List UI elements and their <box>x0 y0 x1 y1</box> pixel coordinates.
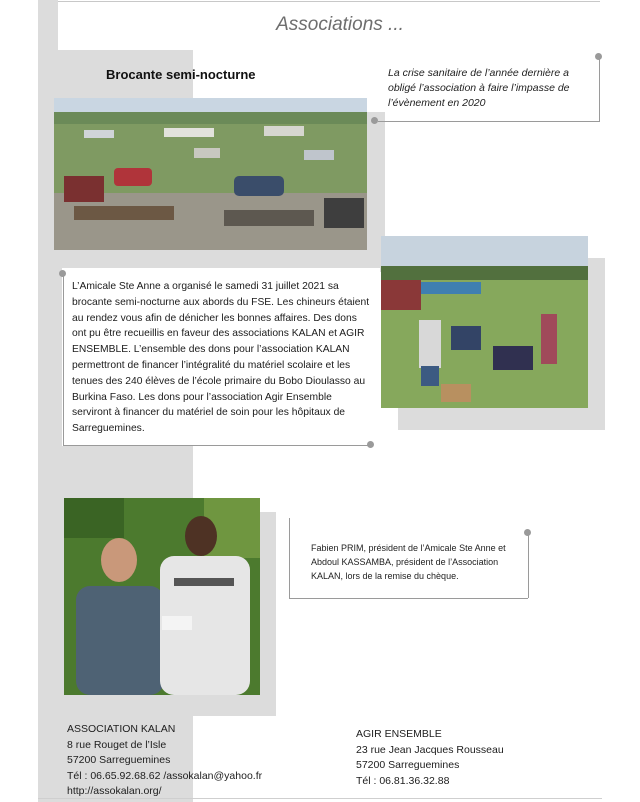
agir-phone: Tél : 06.81.36.32.88 <box>356 774 450 787</box>
footer-rule <box>38 798 602 799</box>
text-connector-bottom <box>63 445 371 446</box>
text-connector-dot-top <box>59 270 66 277</box>
caption-connector-right <box>528 534 529 598</box>
page-title: Associations ... <box>276 14 404 35</box>
text-connector-dot-right <box>367 441 374 448</box>
article-heading: Brocante semi-nocturne <box>106 67 256 82</box>
kalan-phone-email: Tél : 06.65.92.68.62 /assokalan@yahoo.fr <box>67 769 263 782</box>
contact-agir <box>356 727 504 789</box>
kalan-address: 8 rue Rouget de l’Isle <box>67 738 167 751</box>
header-top-rule <box>58 1 600 2</box>
kalan-website-link[interactable]: http://assokalan.org/ <box>67 785 162 798</box>
note-connector-dot-left <box>371 117 378 124</box>
agir-name: AGIR ENSEMBLE <box>356 728 442 740</box>
note-connector-dot-top <box>595 53 602 60</box>
photo-caption: Fabien PRIM, président de l’Amicale Ste Anne et Abdoul KASSAMBA, président de l’Association KALAN, lors de la remise du chèque. <box>311 543 506 581</box>
kalan-name: ASSOCIATION KALAN <box>67 723 176 735</box>
text-connector-left <box>63 275 64 445</box>
agir-address: 23 rue Jean Jacques Rousseau <box>356 743 504 756</box>
article-body: L’Amicale Ste Anne a organisé le samedi 31 juillet 2021 sa brocante semi-nocturne aux abords du FSE. Les chineurs étaient au rendez vous afin de dénicher les bonnes affaires. Des dons ont pu être recueillis en faveur des associations KALAN et AGIR ENSEMBLE. L’ensemble des dons pour l’association KALAN permettront de financer l’intégralité du matériel scolaire et les tenues des 240 élèves de l’école primaire du Bobo Dioulasso au Burkina Faso. Les dons pour l’association Agir Ensemble serviront à financer du matériel de soin pour les hôpitaux de Sarreguemines. <box>72 281 370 435</box>
kalan-city: 57200 Sarreguemines <box>67 754 171 767</box>
caption-connector-bottom <box>289 598 528 599</box>
note-connector-bottom <box>378 121 600 122</box>
caption-connector-dot-top <box>524 529 531 536</box>
agir-city: 57200 Sarreguemines <box>356 759 460 772</box>
flea-market-photo <box>54 98 367 250</box>
visitors-photo <box>381 236 588 408</box>
cheque-handover-photo <box>64 498 260 695</box>
covid-note: La crise sanitaire de l’année dernière a obligé l’association à faire l’impasse de l’évènement en 2020 <box>388 67 570 109</box>
caption-connector-left <box>289 518 290 598</box>
contact-kalan <box>67 722 262 800</box>
note-connector-right <box>599 57 600 122</box>
